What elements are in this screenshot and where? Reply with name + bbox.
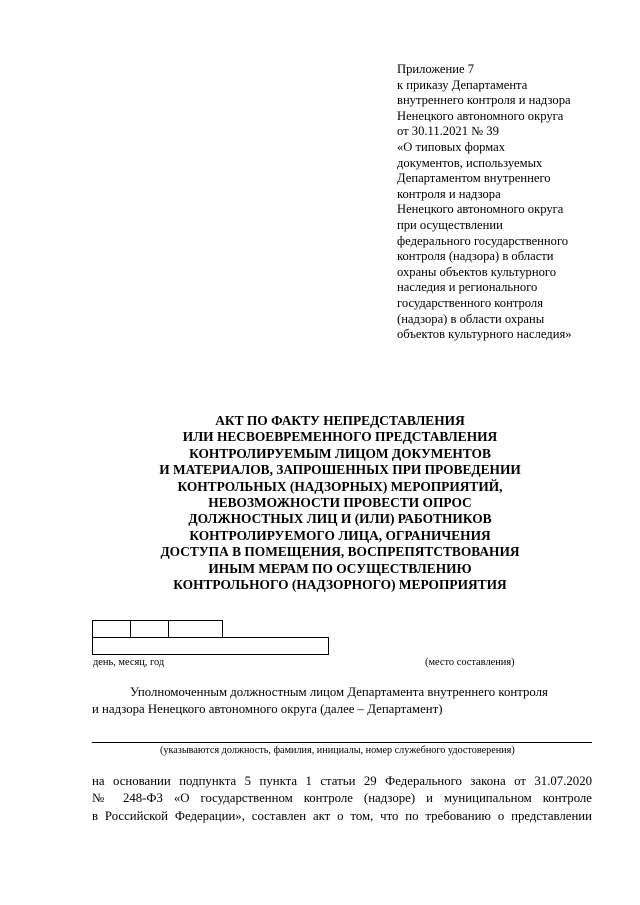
date-year-cell[interactable] [169, 621, 222, 637]
title-line: КОНТРОЛЬНОГО (НАДЗОРНОГО) МЕРОПРИЯТИЯ [173, 577, 507, 593]
title-line: КОНТРОЛИРУЕМЫМ ЛИЦОМ ДОКУМЕНТОВ [189, 445, 491, 461]
paragraph-basis [92, 773, 592, 825]
date-day-cell[interactable] [93, 621, 131, 637]
paragraph-official [92, 684, 592, 719]
appendix-line: «О типовых формах [397, 139, 506, 154]
title-line: ДОЛЖНОСТНЫХ ЛИЦ И (ИЛИ) РАБОТНИКОВ [188, 511, 492, 527]
appendix-line: охраны объектов культурного [397, 264, 557, 279]
official-fill-line[interactable] [92, 742, 592, 743]
appendix-line: государственного контроля [397, 295, 543, 310]
appendix-line: документов, используемых [397, 155, 543, 170]
title-line: КОНТРОЛИРУЕМОГО ЛИЦА, ОГРАНИЧЕНИЯ [189, 527, 491, 543]
paragraph-line: № 248-ФЗ «О государственном контроле (надзоре) и муниципальном контроле [92, 791, 592, 806]
appendix-line: Ненецкого автономного округа [397, 202, 564, 217]
official-caption: (указываются должность, фамилия, инициалы, номер служебного удостоверения) [160, 745, 515, 756]
appendix-line: внутреннего контроля и надзора [397, 93, 571, 108]
appendix-line: к приказу Департамента [397, 77, 528, 92]
title-line: ДОСТУПА В ПОМЕЩЕНИЯ, ВОСПРЕПЯТСТВОВАНИЯ [160, 544, 520, 560]
place-caption: (место составления) [425, 657, 515, 668]
appendix-line: Приложение 7 [397, 62, 475, 76]
title-line: ИНЫМ МЕРАМ ПО ОСУЩЕСТВЛЕНИЮ [208, 560, 472, 576]
paragraph-line: и надзора Ненецкого автономного округа (далее – Департамент) [92, 702, 443, 717]
paragraph-line: в Российской Федерации», составлен акт о том, что по требованию о представлении [92, 808, 592, 823]
appendix-line: контроля и надзора [397, 186, 501, 201]
paragraph-line: Уполномоченным должностным лицом Департамента внутреннего контроля [130, 685, 548, 699]
appendix-line: контроля (надзора) в области [397, 249, 554, 264]
paragraph-line: на основании подпункта 5 пункта 1 статьи 29 Федерального закона от 31.07.2020 [92, 774, 592, 788]
appendix-line: наследия и регионального [397, 280, 538, 295]
title-line: НЕВОЗМОЖНОСТИ ПРОВЕСТИ ОПРОС [208, 495, 472, 511]
appendix-line: от 30.11.2021 № 39 [397, 124, 499, 139]
title-line: КОНТРОЛЬНЫХ (НАДЗОРНЫХ) МЕРОПРИЯТИЙ, [177, 478, 503, 494]
appendix-line: объектов культурного наследия» [397, 327, 572, 342]
date-caption: день, месяц, год [93, 657, 165, 668]
document-title [80, 413, 600, 593]
title-line: АКТ ПО ФАКТУ НЕПРЕДСТАВЛЕНИЯ [215, 413, 465, 428]
appendix-line: Департаментом внутреннего [397, 171, 551, 186]
title-line: И МАТЕРИАЛОВ, ЗАПРОШЕННЫХ ПРИ ПРОВЕДЕНИИ [159, 462, 521, 478]
appendix-block [397, 62, 632, 343]
appendix-line: федерального государственного [397, 233, 569, 248]
appendix-line: (надзора) в области охраны [397, 311, 545, 326]
place-field[interactable] [92, 637, 329, 655]
title-line: ИЛИ НЕСВОЕВРЕМЕННОГО ПРЕДСТАВЛЕНИЯ [182, 429, 498, 445]
date-month-cell[interactable] [131, 621, 169, 637]
appendix-line: Ненецкого автономного округа [397, 108, 564, 123]
date-field[interactable] [92, 620, 223, 637]
appendix-line: при осуществлении [397, 217, 503, 232]
